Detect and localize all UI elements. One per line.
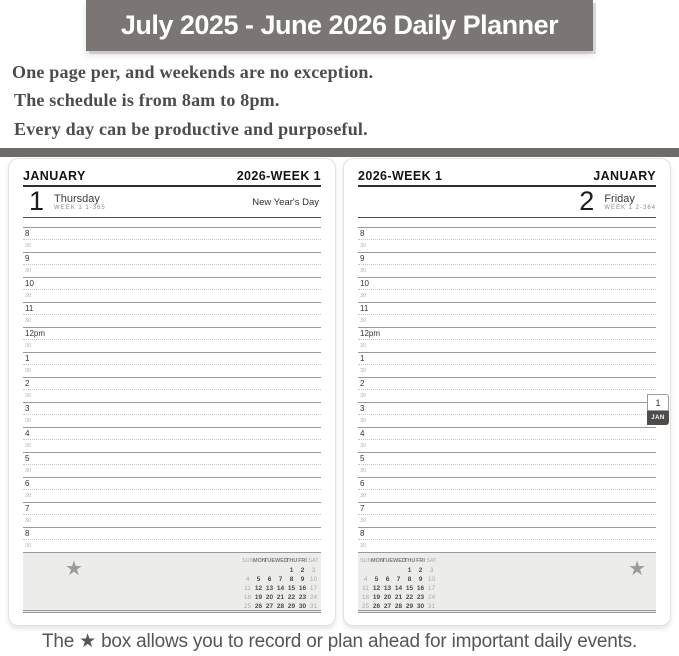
hour-block: [23, 302, 321, 327]
half-hour-label: 30: [25, 268, 32, 274]
calendar-day-header: THU: [404, 558, 416, 564]
calendar-date: 14: [276, 585, 285, 592]
hour-block: [23, 252, 321, 277]
calendar-day-header: THU: [286, 558, 298, 564]
hour-label: 1: [25, 353, 30, 363]
half-hour-row: [358, 240, 656, 252]
hour-row: [358, 303, 656, 315]
hour-row: [358, 453, 656, 465]
hour-block: [23, 227, 321, 252]
hour-label: 6: [25, 478, 30, 488]
left-day-row: [23, 187, 321, 218]
calendar-date: 11: [362, 585, 369, 592]
calendar-date: 1: [407, 567, 412, 574]
hour-block: [23, 327, 321, 352]
half-hour-label: 30: [25, 243, 32, 249]
half-hour-label: 30: [360, 368, 367, 374]
calendar-date: 5: [256, 576, 261, 583]
hour-label: 8: [360, 228, 365, 238]
calendar-date: 13: [265, 585, 274, 592]
right-day-meta: WEEK 1 2-364: [604, 204, 656, 211]
half-hour-row: [23, 315, 321, 327]
calendar-date: [382, 566, 393, 575]
right-day-row: [358, 187, 656, 218]
calendar-date: 16: [298, 585, 307, 592]
calendar-date: 28: [394, 603, 403, 610]
right-day-name-wrap: [604, 193, 656, 212]
calendar-date: 21: [394, 594, 403, 601]
hour-row: [358, 253, 656, 265]
left-holiday-label: New Year's Day: [252, 196, 319, 208]
calendar-day-header: WED: [393, 558, 406, 564]
calendar-day-header: TUE: [264, 558, 275, 564]
calendar-date: 10: [427, 576, 436, 583]
calendar-date: 4: [363, 576, 368, 583]
mini-calendar: [242, 553, 319, 611]
half-hour-row: [358, 390, 656, 402]
left-star-box: [23, 552, 321, 613]
half-hour-label: 30: [25, 393, 32, 399]
hour-block: [358, 252, 656, 277]
hour-label: 6: [360, 478, 365, 488]
half-hour-row: [23, 290, 321, 302]
hour-label: 5: [25, 453, 30, 463]
star-icon: ★: [628, 558, 646, 580]
right-month-label: JANUARY: [593, 169, 656, 183]
hour-label: 9: [25, 253, 30, 263]
left-day-name-wrap: [54, 193, 106, 212]
calendar-date: 1: [289, 567, 294, 574]
half-hour-row: [358, 265, 656, 277]
calendar-date: 9: [300, 576, 305, 583]
hour-row: [23, 328, 321, 340]
calendar-date: 7: [278, 576, 283, 583]
half-hour-label: 30: [360, 268, 367, 274]
description-line-2: The schedule is from 8am to 8pm.: [14, 90, 280, 110]
half-hour-row: [23, 365, 321, 377]
calendar-date: 30: [416, 603, 425, 610]
hour-label: 8: [25, 228, 30, 238]
hour-row: [23, 478, 321, 490]
calendar-day-header: MON: [371, 558, 384, 564]
calendar-date: 22: [287, 594, 296, 601]
half-hour-row: [23, 340, 321, 352]
calendar-date: 24: [427, 594, 436, 601]
calendar-date: [275, 566, 286, 575]
hour-row: [23, 228, 321, 240]
left-day-number: 1: [29, 185, 45, 216]
calendar-date: 2: [300, 567, 305, 574]
hour-label: 10: [25, 278, 34, 288]
calendar-date: 15: [405, 585, 414, 592]
calendar-date: 20: [265, 594, 274, 601]
right-page-header: [358, 165, 656, 187]
hour-label: 2: [360, 378, 365, 388]
title-banner: [86, 0, 593, 51]
hour-block: [23, 277, 321, 302]
calendar-date: 25: [243, 603, 252, 610]
half-hour-row: [23, 465, 321, 477]
left-day-name: Thursday: [54, 192, 100, 205]
calendar-date: 29: [405, 603, 414, 610]
calendar-date: 18: [361, 594, 370, 601]
hour-row: [358, 278, 656, 290]
hour-row: [23, 528, 321, 540]
schedule-body: [358, 227, 656, 552]
half-hour-row: [358, 415, 656, 427]
half-hour-row: [358, 540, 656, 552]
calendar-date: 7: [396, 576, 401, 583]
left-notes-row: [23, 218, 321, 227]
hour-label: 10: [360, 278, 369, 288]
hour-block: [358, 427, 656, 452]
half-hour-row: [358, 340, 656, 352]
hour-row: [23, 253, 321, 265]
calendar-date: 8: [407, 576, 412, 583]
calendar-date: 19: [372, 594, 381, 601]
half-hour-row: [23, 515, 321, 527]
calendar-date: 11: [244, 585, 251, 592]
hour-block: [358, 302, 656, 327]
half-hour-label: 30: [360, 243, 367, 249]
schedule-body: [23, 227, 321, 552]
half-hour-label: 30: [25, 518, 32, 524]
description-line-3: Every day can be productive and purposeful.: [14, 119, 368, 139]
half-hour-row: [23, 240, 321, 252]
hour-label: 3: [360, 403, 365, 413]
calendar-date: 2: [418, 567, 423, 574]
hour-row: [358, 478, 656, 490]
caption: The ★ box allows you to record or plan ahead for important daily events.: [41, 631, 638, 652]
calendar-date: 20: [383, 594, 392, 601]
calendar-date: 3: [311, 567, 316, 574]
left-day-meta: WEEK 1 1-365: [54, 204, 106, 211]
half-hour-row: [23, 265, 321, 277]
banner-title: July 2025 - June 2026 Daily Planner: [120, 10, 559, 40]
calendar-day-header: SUN: [360, 558, 372, 564]
month-tab: [647, 394, 669, 425]
calendar-date: 23: [416, 594, 425, 601]
half-hour-label: 30: [25, 418, 32, 424]
half-hour-row: [23, 440, 321, 452]
calendar-date: 21: [276, 594, 285, 601]
half-hour-label: 30: [25, 343, 32, 349]
calendar-date: 8: [289, 576, 294, 583]
calendar-day-header: SAT: [426, 558, 437, 564]
hour-block: [23, 452, 321, 477]
half-hour-label: 30: [360, 393, 367, 399]
calendar-date: 16: [416, 585, 425, 592]
calendar-date: 10: [309, 576, 318, 583]
half-hour-row: [23, 415, 321, 427]
hour-row: [358, 503, 656, 515]
calendar-date: 15: [287, 585, 296, 592]
half-hour-label: 30: [25, 443, 32, 449]
half-hour-label: 30: [360, 543, 367, 549]
calendar-day-header: FRI: [416, 558, 425, 564]
calendar-date: 26: [254, 603, 263, 610]
calendar-date: [264, 566, 275, 575]
calendar-date: 12: [254, 585, 263, 592]
hour-block: [358, 277, 656, 302]
calendar-date: 3: [429, 567, 434, 574]
half-hour-row: [358, 490, 656, 502]
right-week-label: 2026-WEEK 1: [358, 169, 443, 183]
hour-block: [358, 377, 656, 402]
half-hour-row: [23, 490, 321, 502]
half-hour-label: 30: [360, 418, 367, 424]
hour-label: 1: [360, 353, 365, 363]
right-star-box: [358, 552, 656, 613]
hour-row: [358, 528, 656, 540]
hour-block: [358, 477, 656, 502]
calendar-day-header: MON: [253, 558, 266, 564]
half-hour-label: 30: [25, 368, 32, 374]
hour-row: [23, 303, 321, 315]
hour-block: [23, 502, 321, 527]
planner-page-left: [8, 158, 336, 626]
hour-label: 12pm: [360, 328, 381, 338]
hour-row: [358, 378, 656, 390]
calendar-date: 12: [372, 585, 381, 592]
hour-block: [358, 327, 656, 352]
hour-block: [23, 477, 321, 502]
planner-spine-bar: [0, 148, 679, 157]
half-hour-row: [358, 365, 656, 377]
calendar-date: 18: [243, 594, 252, 601]
month-tab-label: JAN: [647, 411, 669, 425]
hour-block: [358, 352, 656, 377]
right-day-name: Friday: [604, 192, 635, 205]
half-hour-row: [358, 515, 656, 527]
half-hour-label: 30: [360, 518, 367, 524]
half-hour-row: [23, 540, 321, 552]
calendar-date: 17: [427, 585, 436, 592]
hour-row: [358, 428, 656, 440]
calendar-date: 24: [309, 594, 318, 601]
hour-row: [23, 503, 321, 515]
calendar-date: 13: [383, 585, 392, 592]
half-hour-label: 30: [25, 468, 32, 474]
hour-label: 9: [360, 253, 365, 263]
hour-block: [358, 502, 656, 527]
right-day-number: 2: [579, 185, 595, 216]
calendar-date: 4: [245, 576, 250, 583]
hour-block: [358, 527, 656, 552]
half-hour-row: [358, 440, 656, 452]
calendar-date: 31: [309, 603, 318, 610]
calendar-date: 29: [287, 603, 296, 610]
hour-label: 7: [25, 503, 30, 513]
left-page-header: [23, 165, 321, 187]
half-hour-row: [358, 465, 656, 477]
half-hour-label: 30: [360, 468, 367, 474]
hour-block: [358, 402, 656, 427]
half-hour-label: 30: [25, 543, 32, 549]
hour-row: [358, 228, 656, 240]
left-week-label: 2026-WEEK 1: [236, 169, 321, 183]
calendar-day-header: FRI: [298, 558, 307, 564]
month-tab-day: 1: [647, 394, 669, 411]
calendar-date: [393, 566, 404, 575]
hour-label: 5: [360, 453, 365, 463]
hour-row: [23, 428, 321, 440]
calendar-date: [371, 566, 382, 575]
calendar-date: 22: [405, 594, 414, 601]
calendar-date: [253, 566, 264, 575]
half-hour-label: 30: [360, 493, 367, 499]
hour-block: [23, 427, 321, 452]
calendar-date: 6: [267, 576, 272, 583]
right-notes-row: [358, 218, 656, 227]
hour-row: [23, 353, 321, 365]
hour-label: 4: [25, 428, 30, 438]
calendar-day-header: WED: [275, 558, 288, 564]
calendar-date: 26: [372, 603, 381, 610]
left-month-label: JANUARY: [23, 169, 86, 183]
hour-block: [23, 527, 321, 552]
calendar-day-header: TUE: [382, 558, 393, 564]
hour-label: 8: [25, 528, 30, 538]
hour-row: [358, 328, 656, 340]
half-hour-label: 30: [25, 318, 32, 324]
hour-block: [23, 402, 321, 427]
half-hour-label: 30: [360, 318, 367, 324]
mini-calendar: [360, 553, 437, 611]
hour-label: 7: [360, 503, 365, 513]
calendar-date: 27: [265, 603, 274, 610]
calendar-date: 19: [254, 594, 263, 601]
star-icon: ★: [65, 558, 83, 580]
hour-label: 3: [25, 403, 30, 413]
half-hour-row: [358, 315, 656, 327]
hour-row: [358, 353, 656, 365]
calendar-date: 9: [418, 576, 423, 583]
calendar-date: 6: [385, 576, 390, 583]
calendar-day-header: SAT: [308, 558, 319, 564]
calendar-date: 5: [374, 576, 379, 583]
calendar-date: 14: [394, 585, 403, 592]
hour-row: [23, 403, 321, 415]
calendar-date: 30: [298, 603, 307, 610]
hour-row: [358, 403, 656, 415]
half-hour-label: 30: [25, 293, 32, 299]
hour-block: [358, 227, 656, 252]
description-line-1: One page per, and weekends are no exception.: [12, 62, 374, 82]
hour-row: [23, 453, 321, 465]
calendar-day-header: SUN: [242, 558, 254, 564]
hour-row: [23, 378, 321, 390]
hour-row: [23, 278, 321, 290]
calendar-date: [242, 566, 253, 575]
calendar-date: 23: [298, 594, 307, 601]
hour-label: 11: [360, 303, 369, 313]
planner-spread: [8, 158, 671, 626]
half-hour-row: [358, 290, 656, 302]
calendar-date: 27: [383, 603, 392, 610]
hour-block: [23, 352, 321, 377]
hour-label: 2: [25, 378, 30, 388]
calendar-date: 28: [276, 603, 285, 610]
half-hour-label: 30: [25, 493, 32, 499]
half-hour-label: 30: [360, 343, 367, 349]
half-hour-label: 30: [360, 443, 367, 449]
calendar-date: 31: [427, 603, 436, 610]
hour-label: 12pm: [25, 328, 46, 338]
calendar-date: 17: [309, 585, 318, 592]
hour-label: 4: [360, 428, 365, 438]
planner-page-right: [343, 158, 671, 626]
half-hour-label: 30: [360, 293, 367, 299]
hour-label: 8: [360, 528, 365, 538]
calendar-date: 25: [361, 603, 370, 610]
half-hour-row: [23, 390, 321, 402]
hour-block: [23, 377, 321, 402]
hour-label: 11: [25, 303, 34, 313]
hour-block: [358, 452, 656, 477]
calendar-date: [360, 566, 371, 575]
